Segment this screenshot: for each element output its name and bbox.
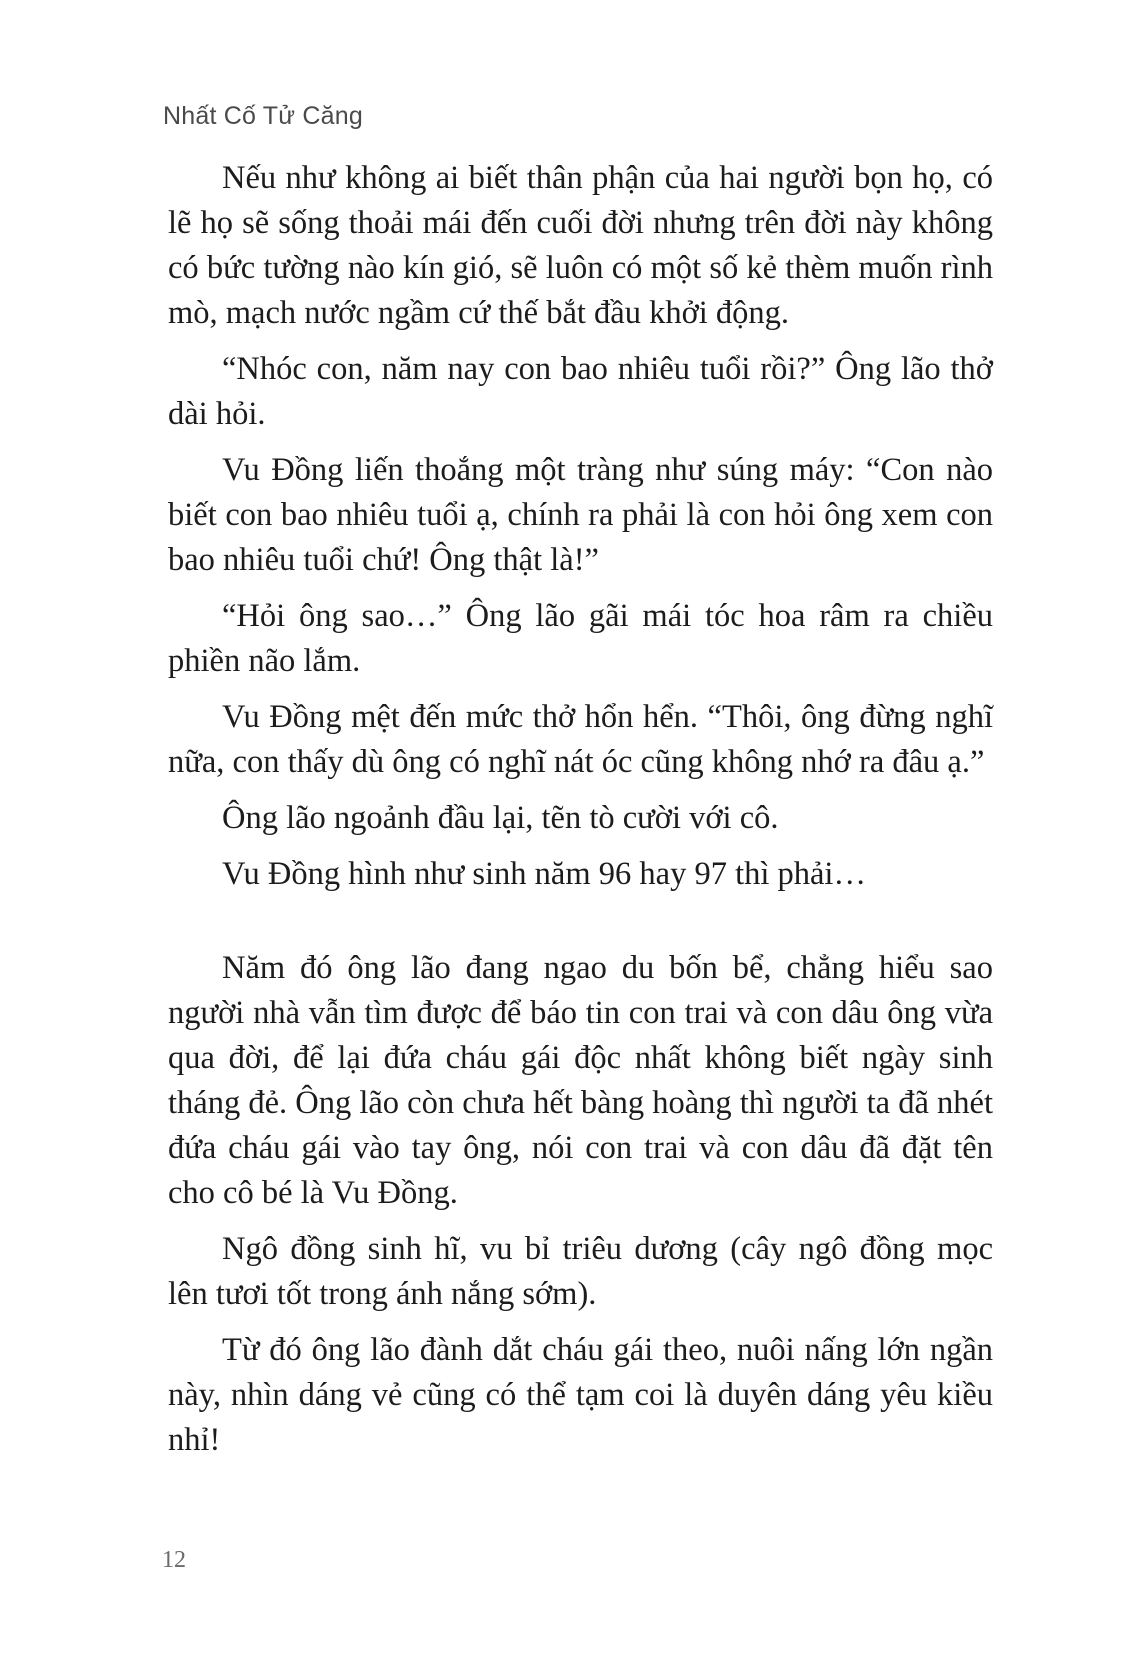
paragraph: “Nhóc con, năm nay con bao nhiêu tuổi rồi?” Ông lão thở dài hỏi.	[168, 351, 993, 432]
paragraph: Vu Đồng hình như sinh năm 96 hay 97 thì phải…	[222, 856, 866, 892]
paragraph: Ông lão ngoảnh đầu lại, tẽn tò cười với cô.	[222, 800, 779, 836]
paragraph: Nếu như không ai biết thân phận của hai người bọn họ, có lẽ họ sẽ sống thoải mái đến cuối đời nhưng trên đời này không có bức tường nào kín gió, sẽ luôn có một số kẻ thèm muốn rình mò, mạch nước ngầm cứ thế bắt đầu khởi động.	[168, 160, 993, 331]
running-header-title: Nhất Cố Tử Căng	[163, 102, 363, 130]
paragraph: Vu Đồng liến thoắng một tràng như súng máy: “Con nào biết con bao nhiêu tuổi ạ, chính ra phải là con hỏi ông xem con bao nhiêu tuổi chứ! Ông thật là!”	[168, 452, 993, 578]
paragraph: Vu Đồng mệt đến mức thở hổn hển. “Thôi, ông đừng nghĩ nữa, con thấy dù ông có nghĩ nát óc cũng không nhớ ra đâu ạ.”	[168, 699, 993, 780]
paragraph: Năm đó ông lão đang ngao du bốn bể, chẳng hiểu sao người nhà vẫn tìm được để báo tin con trai và con dâu ông vừa qua đời, để lại đứa cháu gái độc nhất không biết ngày sinh tháng đẻ. Ông lão còn chưa hết bàng hoàng thì người ta đã nhét đứa cháu gái vào tay ông, nói con trai và con dâu đã đặt tên cho cô bé là Vu Đồng.	[168, 950, 993, 1211]
body-text	[168, 156, 993, 1474]
paragraph: “Hỏi ông sao…” Ông lão gãi mái tóc hoa râm ra chiều phiền não lắm.	[168, 598, 993, 679]
paragraph: Ngô đồng sinh hĩ, vu bỉ triêu dương (cây ngô đồng mọc lên tươi tốt trong ánh nắng sớm).	[168, 1231, 993, 1312]
paragraph: Từ đó ông lão đành dắt cháu gái theo, nuôi nấng lớn ngần này, nhìn dáng vẻ cũng có thể tạm coi là duyên dáng yêu kiều nhỉ!	[168, 1332, 993, 1458]
page-number: 12	[162, 1547, 186, 1573]
